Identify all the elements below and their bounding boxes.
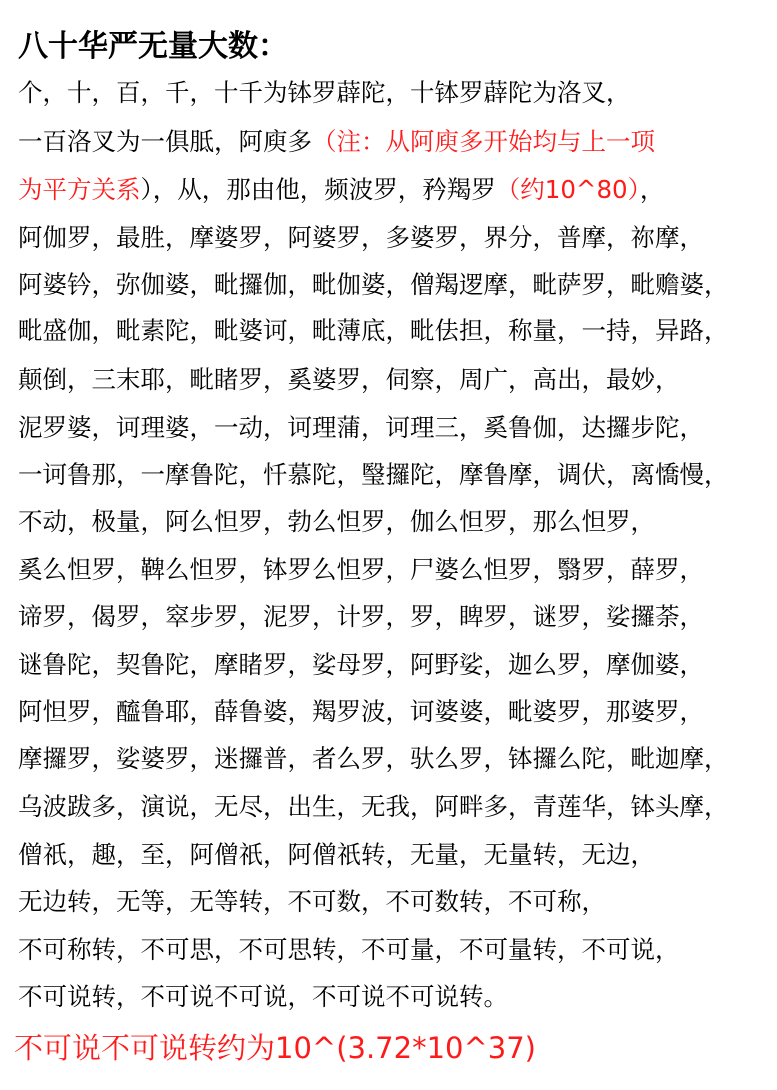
- highlight-segment: （注：从阿庾多开始均与上一项: [312, 127, 655, 156]
- text-line: [18, 650, 704, 680]
- text-line: [18, 792, 729, 822]
- text-line: [18, 223, 704, 253]
- text-line: [18, 697, 704, 727]
- text-segment: 摩攞罗，娑婆罗，迷攞普，者么罗，驮么罗，钵攞么陀，毗迦摩，: [18, 744, 729, 773]
- text-segment: 乌波跋多，演说，无尽，出生，无我，阿畔多，青莲华，钵头摩，: [18, 792, 729, 821]
- text-segment: 谜鲁陀，契鲁陀，摩睹罗，娑母罗，阿野娑，迦么罗，摩伽婆，: [18, 650, 704, 679]
- text-segment: 僧祇，趣，至，阿僧祇，阿僧祇转，无量，无量转，无边，: [18, 840, 655, 869]
- text-line: [18, 175, 664, 205]
- text-segment: 一百洛叉为一俱胝，阿庾多: [18, 127, 312, 156]
- text-line: [18, 365, 680, 395]
- text-line: [18, 316, 729, 346]
- text-line: [18, 507, 655, 537]
- highlight-segment: （约10^80）: [495, 175, 640, 204]
- text-segment: 不可称转，不可思，不可思转，不可量，不可量转，不可说，: [18, 935, 680, 964]
- text-line: [18, 127, 655, 157]
- page-title: 八十华严无量大数：: [18, 29, 288, 64]
- text-segment: 毗盛伽，毗素陀，毗婆诃，毗薄底，毗佉担，称量，一持，异路，: [18, 316, 729, 345]
- text-segment: 无边转，无等，无等转，不可数，不可数转，不可称，: [18, 887, 606, 916]
- text-segment: 颠倒，三末耶，毗睹罗，奚婆罗，伺察，周广，高出，最妙，: [18, 365, 680, 394]
- text-segment: 阿婆钤，弥伽婆，毗攞伽，毗伽婆，僧羯逻摩，毗萨罗，毗赡婆，: [18, 270, 729, 299]
- text-line: [18, 935, 680, 965]
- text-line: [18, 982, 508, 1012]
- text-line: [18, 744, 729, 774]
- text-segment: 一诃鲁那，一摩鲁陀，忏慕陀，瑿攞陀，摩鲁摩，调伏，离憍慢，: [18, 460, 729, 489]
- text-line: [18, 270, 729, 300]
- text-line: [18, 413, 704, 443]
- text-segment: 不可说转，不可说不可说，不可说不可说转。: [18, 982, 508, 1011]
- footer-note: 不可说不可说转约为10^(3.72*10^37): [14, 1031, 537, 1065]
- text-line: [18, 602, 704, 632]
- text-segment: 泥罗婆，诃理婆，一动，诃理蒲，诃理三，奚鲁伽，达攞步陀，: [18, 413, 704, 442]
- text-line: [18, 840, 655, 870]
- text-segment: 谛罗，偈罗，窣步罗，泥罗，计罗，罗，睥罗，谜罗，娑攞荼，: [18, 602, 704, 631]
- text-segment: 阿怛罗，醯鲁耶，薛鲁婆，羯罗波，诃婆婆，毗婆罗，那婆罗，: [18, 697, 704, 726]
- text-segment: ），从，那由他，频波罗，矜羯罗: [140, 175, 496, 204]
- text-segment: 奚么怛罗，鞞么怛罗，钵罗么怛罗，尸婆么怛罗，翳罗，薛罗，: [18, 555, 704, 584]
- text-segment: 不动，极量，阿么怛罗，勃么怛罗，伽么怛罗，那么怛罗，: [18, 507, 655, 536]
- text-segment: 阿伽罗，最胜，摩婆罗，阿婆罗，多婆罗，界分，普摩，祢摩，: [18, 223, 704, 252]
- text-line: [18, 460, 729, 490]
- text-line: [18, 555, 704, 585]
- text-segment: ，: [639, 175, 665, 204]
- text-line: [18, 887, 606, 917]
- text-line: [18, 78, 631, 108]
- highlight-segment: 为平方关系: [18, 175, 141, 204]
- text-segment: 个，十，百，千，十千为钵罗薜陀，十钵罗薜陀为洛叉，: [18, 78, 631, 107]
